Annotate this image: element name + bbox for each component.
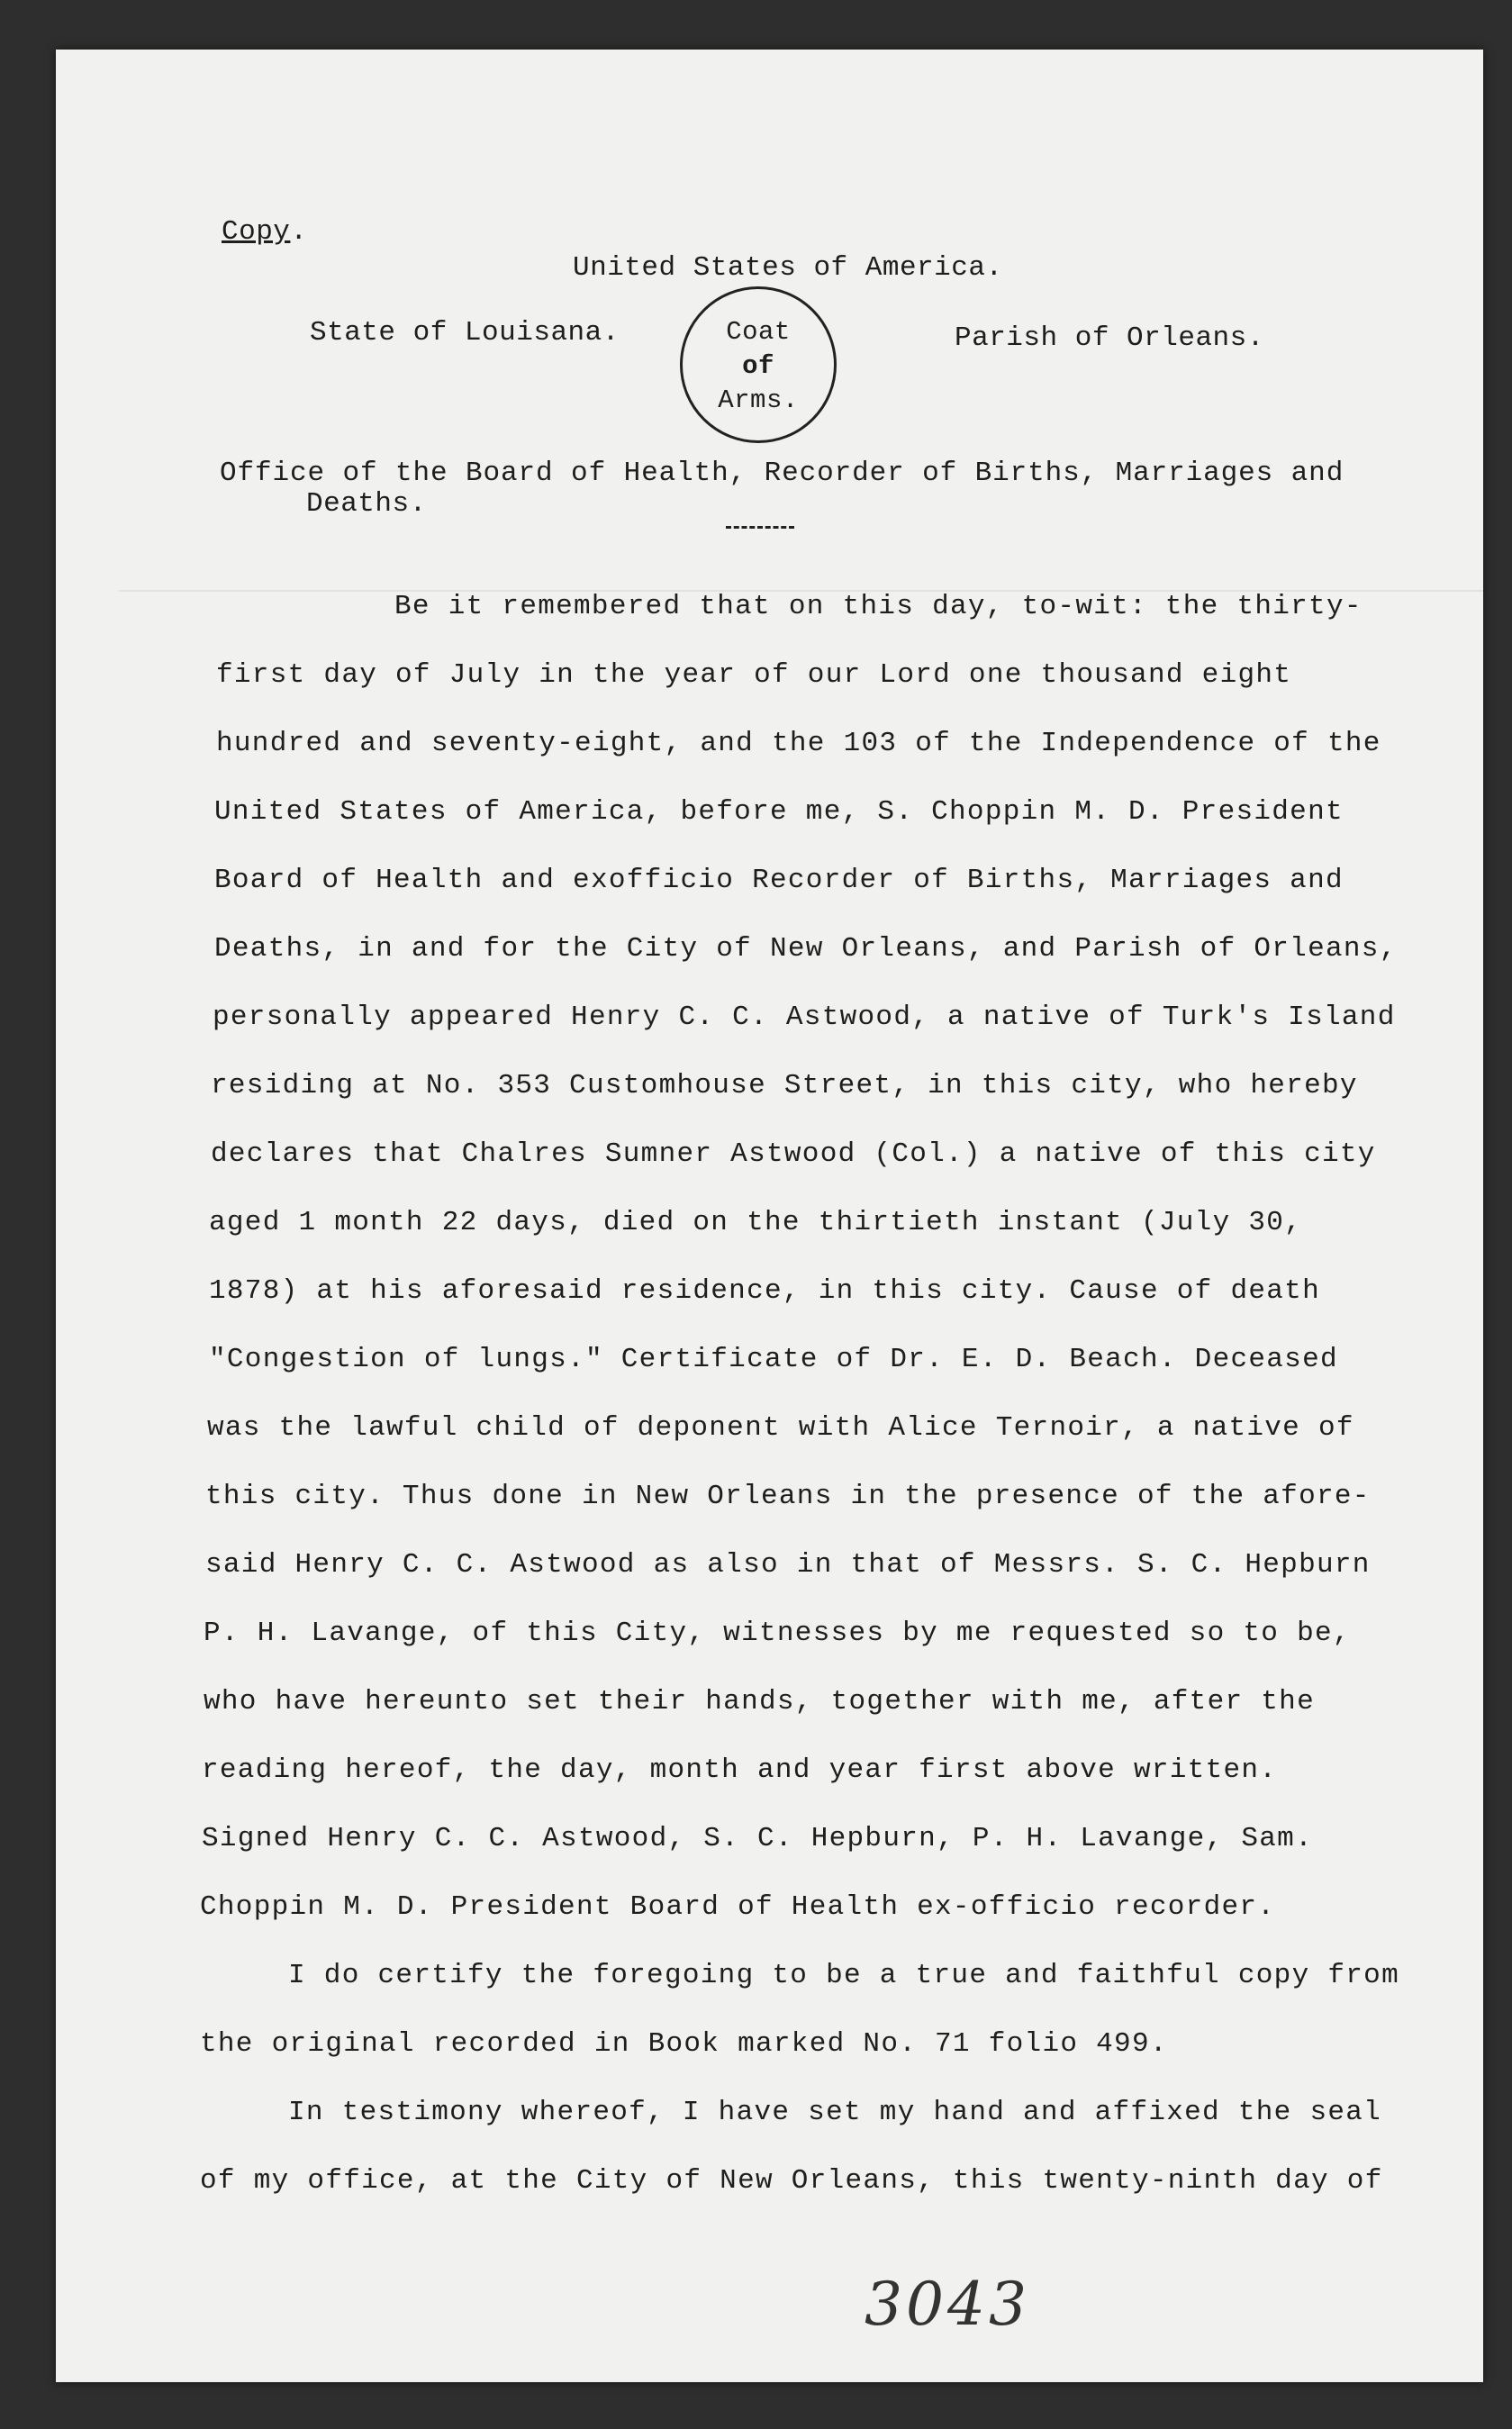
- parish-label: Parish of Orleans.: [955, 322, 1264, 354]
- body-line: Be it remembered that on this day, to-wit: the thirty-: [394, 591, 1363, 622]
- copy-heading: [222, 216, 308, 249]
- body-line: I do certify the foregoing to be a true and faithful copy from: [288, 1960, 1399, 1991]
- body-line: United States of America, before me, S. Choppin M. D. President: [214, 796, 1344, 828]
- copy-period: .: [290, 216, 308, 248]
- body-line: hundred and seventy-eight, and the 103 of the Independence of the: [216, 728, 1381, 759]
- body-line: aged 1 month 22 days, died on the thirtieth instant (July 30,: [209, 1207, 1303, 1238]
- body-line: said Henry C. C. Astwood as also in that of Messrs. S. C. Hepburn: [205, 1549, 1371, 1581]
- seal-line-1: Coat: [726, 317, 791, 347]
- body-line: P. H. Lavange, of this City, witnesses by me requested so to be,: [204, 1618, 1351, 1649]
- office-line-1: Office of the Board of Health, Recorder of Births, Marriages and: [220, 458, 1345, 489]
- body-line: this city. Thus done in New Orleans in the presence of the afore-: [205, 1481, 1371, 1512]
- body-line: "Congestion of lungs." Certificate of Dr. E. D. Beach. Deceased: [209, 1344, 1338, 1375]
- body-line: residing at No. 353 Customhouse Street, in this city, who hereby: [211, 1070, 1358, 1101]
- seal-line-2: of: [742, 351, 774, 381]
- body-line: Deaths, in and for the City of New Orleans, and Parish of Orleans,: [214, 933, 1398, 965]
- body-line: reading hereof, the day, month and year first above written.: [202, 1754, 1278, 1786]
- seal-line-3: Arms.: [718, 385, 799, 415]
- body-line: Signed Henry C. C. Astwood, S. C. Hepburn, P. H. Lavange, Sam.: [202, 1823, 1313, 1854]
- body-line: 1878) at his aforesaid residence, in this city. Cause of death: [209, 1275, 1320, 1307]
- country-title: United States of America.: [573, 252, 1003, 284]
- body-line: declares that Chalres Sumner Astwood (Col.) a native of this city: [211, 1138, 1376, 1170]
- copy-label: Copy: [222, 216, 291, 248]
- body-line: was the lawful child of deponent with Alice Ternoir, a native of: [207, 1412, 1354, 1444]
- body-line: of my office, at the City of New Orleans, this twenty-ninth day of: [200, 2165, 1383, 2197]
- office-line-2: Deaths.: [306, 488, 427, 520]
- coat-of-arms-seal: [680, 286, 837, 443]
- body-line: personally appeared Henry C. C. Astwood, a native of Turk's Island: [213, 1002, 1396, 1033]
- body-line: who have hereunto set their hands, together with me, after the: [204, 1686, 1315, 1718]
- body-line: first day of July in the year of our Lord one thousand eight: [216, 659, 1292, 691]
- section-divider: [726, 526, 794, 531]
- body-line: Board of Health and exofficio Recorder of Births, Marriages and: [214, 865, 1344, 896]
- body-line: In testimony whereof, I have set my hand and affixed the seal: [288, 2097, 1382, 2128]
- body-line: Choppin M. D. President Board of Health ex-officio recorder.: [200, 1891, 1276, 1923]
- handwritten-page-number: 3043: [865, 2270, 1030, 2339]
- body-line: the original recorded in Book marked No. 71 folio 499.: [200, 2028, 1168, 2060]
- state-label: State of Louisana.: [310, 317, 620, 349]
